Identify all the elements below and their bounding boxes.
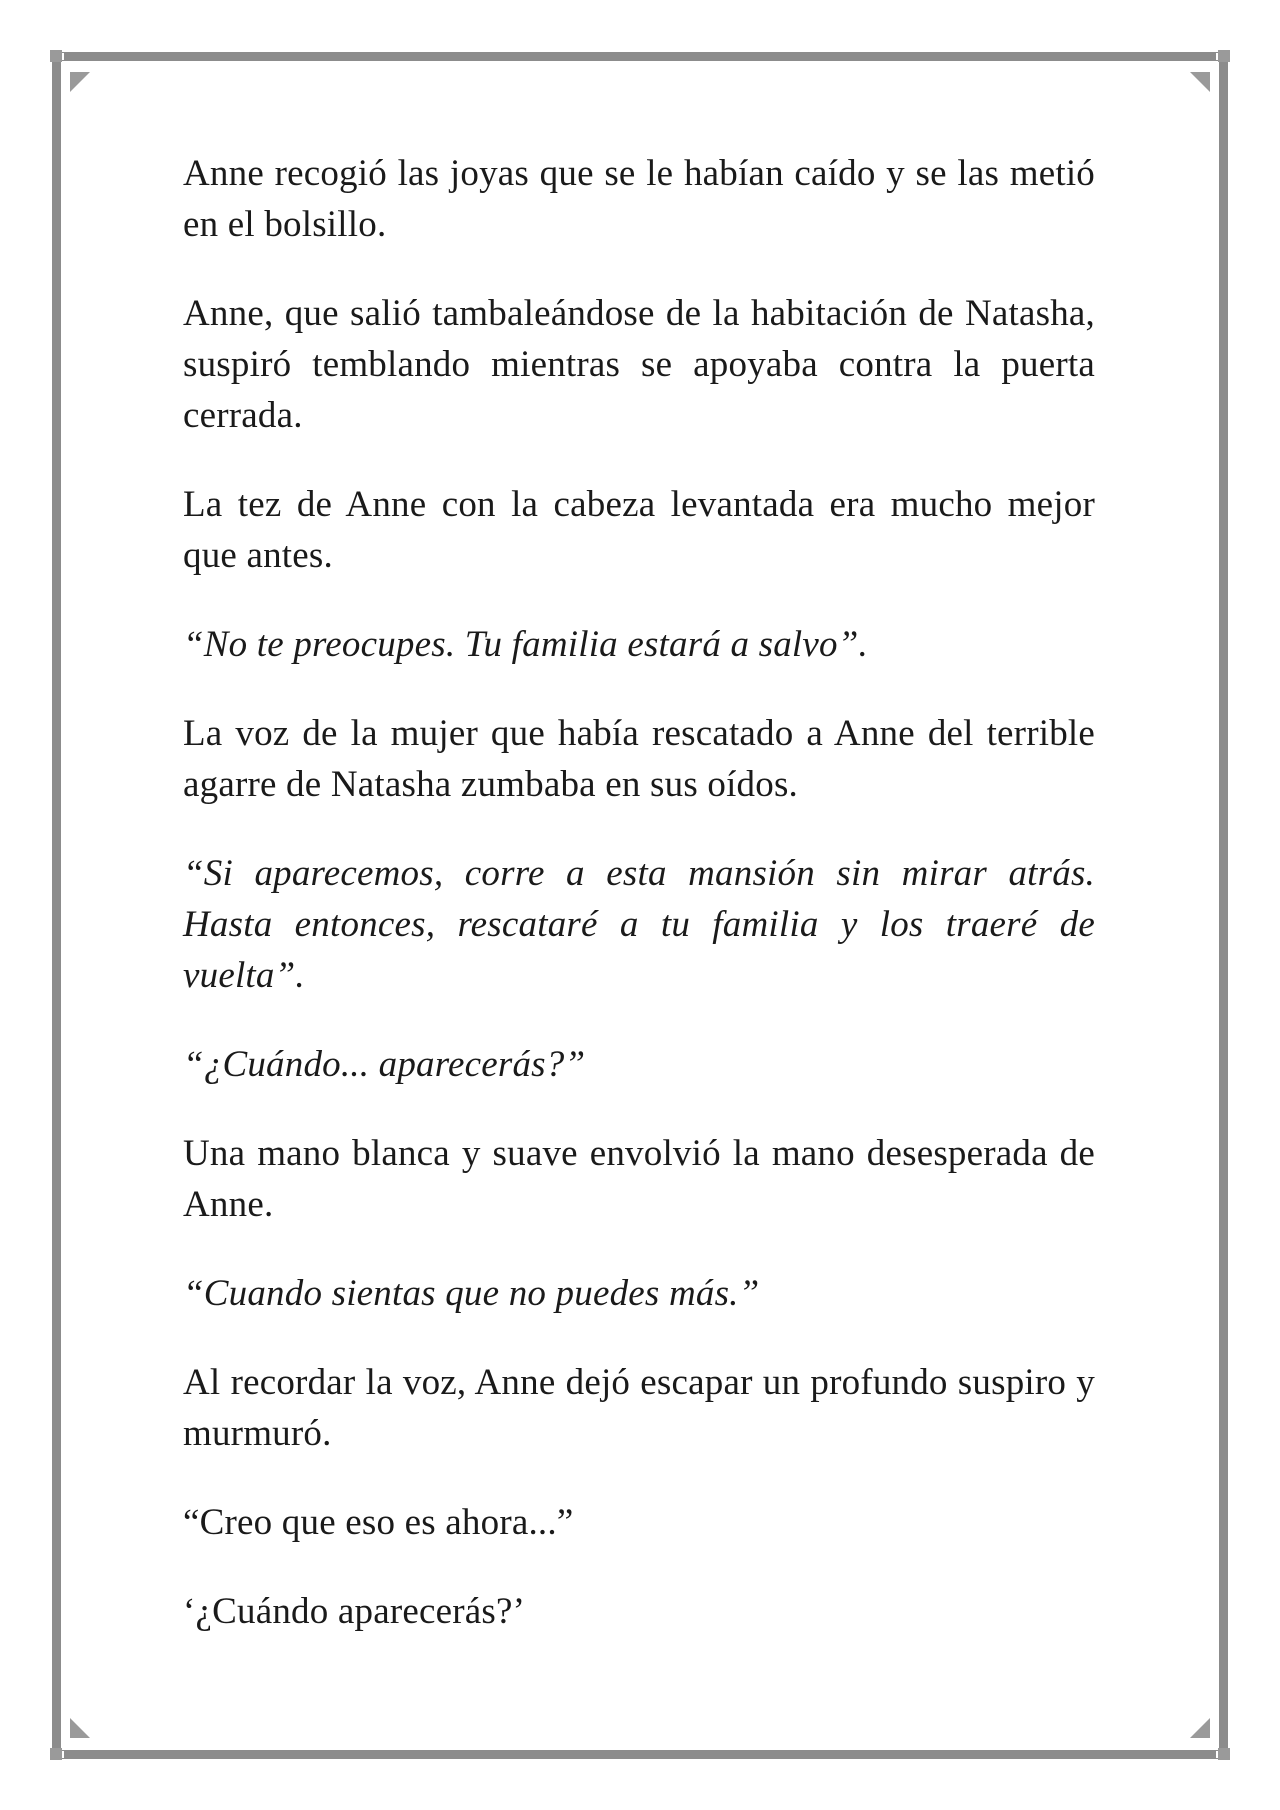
paragraph-7-dialogue: “¿Cuándo... aparecerás?”: [183, 1044, 586, 1085]
corner-square-br: [1218, 1748, 1230, 1760]
paragraph-12-thought: ‘¿Cuándo aparecerás?’: [183, 1591, 526, 1632]
paragraph-2: Anne, que salió tambaleándose de la habitación de Natasha, suspiró temblando mientras se apoyaba contra la puerta cerrada.: [183, 293, 1095, 436]
border-left: [52, 62, 61, 1750]
paragraph-5: La voz de la mujer que había rescatado a Anne del terrible agarre de Natasha zumbaba en sus oídos.: [183, 713, 1095, 805]
border-right: [1219, 62, 1228, 1750]
corner-square-tl: [50, 50, 62, 62]
paragraph-11-dialogue: “Creo que eso es ahora...”: [183, 1502, 574, 1543]
page-body: [183, 148, 1095, 1675]
corner-square-tr: [1218, 50, 1230, 62]
border-bottom: [62, 1750, 1218, 1759]
border-top: [62, 52, 1218, 61]
paragraph-3: La tez de Anne con la cabeza levantada era mucho mejor que antes.: [183, 484, 1095, 576]
paragraph-6-dialogue: “Si aparecemos, corre a esta mansión sin mirar atrás. Hasta entonces, rescataré a tu familia y los traeré de vuelta”.: [183, 853, 1095, 996]
corner-ornament-bl: [70, 1718, 90, 1738]
corner-ornament-tr: [1190, 72, 1210, 92]
paragraph-9-dialogue: “Cuando sientas que no puedes más.”: [183, 1273, 760, 1314]
corner-ornament-tl: [70, 72, 90, 92]
corner-ornament-br: [1190, 1718, 1210, 1738]
paragraph-1: Anne recogió las joyas que se le habían caído y se las metió en el bolsillo.: [183, 153, 1095, 245]
paragraph-10: Al recordar la voz, Anne dejó escapar un profundo suspiro y murmuró.: [183, 1362, 1095, 1454]
corner-square-bl: [50, 1748, 62, 1760]
paragraph-8: Una mano blanca y suave envolvió la mano desesperada de Anne.: [183, 1133, 1095, 1225]
paragraph-4-dialogue: “No te preocupes. Tu familia estará a salvo”.: [183, 624, 868, 665]
